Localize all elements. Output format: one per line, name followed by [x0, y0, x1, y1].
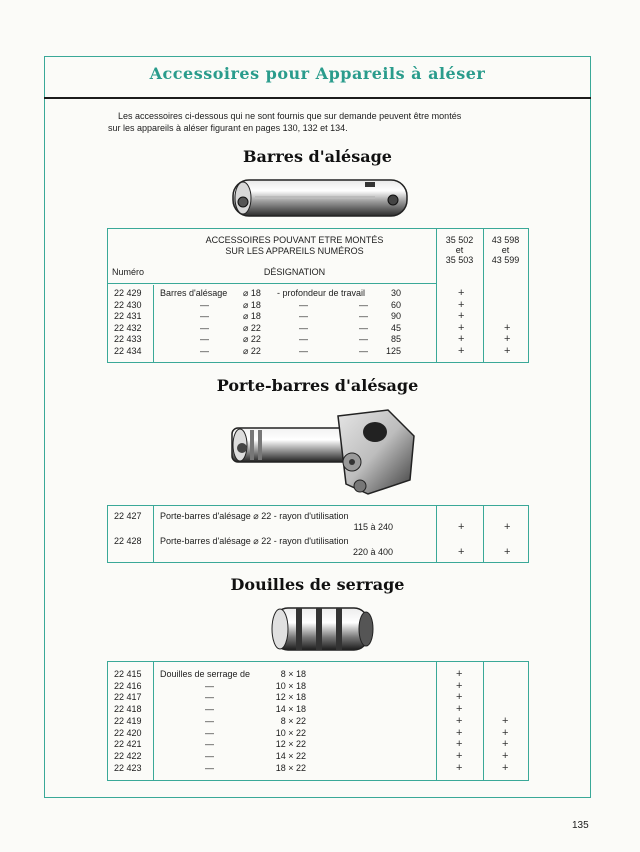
table-row [108, 681, 528, 693]
row-depth: 60 [390, 299, 401, 310]
row-number: 22 433 [114, 334, 142, 344]
row-number: 22 427 [114, 511, 142, 521]
row-depth: 90 [390, 311, 401, 321]
row-size: 14 × 18 [275, 704, 306, 715]
section-title-douilles: Douilles de serrage [230, 575, 405, 594]
row-size: 10 × 22 [275, 727, 306, 738]
table-row [108, 728, 528, 740]
table-row [108, 704, 528, 716]
head-designation: DÉSIGNATION [263, 267, 326, 277]
table-barres [107, 228, 529, 363]
row-depth: 30 [390, 288, 401, 298]
row-mark-b: + [504, 521, 511, 533]
table-row [108, 739, 528, 751]
row-mark-b: + [502, 714, 509, 727]
row-name: — [200, 322, 209, 333]
section-title-barres: Barres d'alésage [243, 147, 392, 166]
row-mark-a: + [458, 333, 465, 345]
row-number: 22 432 [114, 322, 142, 333]
boring-bar-icon [225, 174, 415, 222]
row-mark-a: + [456, 761, 463, 774]
row-name: Douilles de serrage de [160, 669, 251, 679]
row-mark-b: + [504, 333, 511, 345]
table-row [108, 751, 528, 763]
table-row [108, 511, 528, 535]
row-diameter: ⌀ 18 [243, 288, 261, 298]
row-diameter: ⌀ 22 [243, 334, 261, 344]
table-porte-barres [107, 505, 529, 563]
table-row [108, 311, 528, 323]
row-ditto-1: — [299, 334, 308, 344]
row-number: 22 430 [114, 299, 142, 310]
row-diameter: ⌀ 18 [243, 299, 261, 310]
row-diameter: ⌀ 18 [243, 311, 261, 321]
row-number: 22 431 [114, 311, 142, 321]
table-row [108, 669, 528, 681]
row-size: 12 × 18 [275, 692, 306, 703]
row-diameter: ⌀ 22 [243, 322, 261, 333]
row-size: 8 × 22 [280, 715, 306, 726]
row-name: — [205, 680, 214, 691]
row-ditto-2: — [359, 311, 368, 321]
row-number: 22 418 [114, 704, 142, 715]
row-mark-b: + [502, 749, 509, 762]
row-size: 14 × 22 [275, 750, 306, 761]
head-col-b: 43 598 et 43 599 [491, 235, 520, 265]
row-radius: 220 à 400 [352, 547, 393, 557]
row-mark-b: + [504, 321, 511, 334]
row-mark-a: + [458, 287, 465, 299]
table-row [108, 536, 528, 560]
row-mark-a: + [456, 703, 463, 716]
row-number: 22 415 [114, 669, 142, 679]
row-mark-a: + [456, 691, 463, 704]
row-diameter: ⌀ 22 [243, 345, 261, 356]
row-mark-b: + [504, 546, 511, 558]
row-size: 10 × 18 [275, 680, 306, 691]
row-ditto-2: — [359, 299, 368, 310]
row-number: 22 420 [114, 727, 142, 738]
intro-line-1: Les accessoires ci-dessous qui ne sont fournis que sur demande peuvent être montés [118, 111, 462, 121]
row-mark-a: + [458, 546, 465, 558]
row-mark-a: + [458, 310, 465, 322]
row-depth: 45 [390, 322, 401, 333]
row-name: — [205, 762, 214, 773]
intro-text [108, 110, 548, 134]
row-name: — [205, 727, 214, 738]
row-mark-a: + [456, 714, 463, 727]
row-designation: Porte-barres d'alésage ⌀ 22 - rayon d'utilisation [160, 536, 349, 546]
row-ditto-1: — [299, 322, 308, 333]
row-mark-a: + [456, 726, 463, 739]
row-ditto-2: — [359, 345, 368, 356]
row-mark-b: + [502, 738, 509, 751]
row-name: — [205, 692, 214, 703]
row-mark-a: + [458, 521, 465, 533]
row-size: 18 × 22 [275, 762, 306, 773]
row-number: 22 416 [114, 680, 142, 691]
row-mark-b: + [502, 761, 509, 774]
row-name: — [205, 704, 214, 715]
row-number: 22 419 [114, 715, 142, 726]
table-row [108, 346, 528, 358]
row-name: — [200, 334, 209, 344]
row-name: — [205, 750, 214, 761]
row-designation: Porte-barres d'alésage ⌀ 22 - rayon d'utilisation [160, 511, 349, 521]
table-row [108, 300, 528, 312]
row-number: 22 429 [114, 288, 142, 298]
row-number: 22 428 [114, 536, 142, 546]
head-col-a: 35 502 et 35 503 [445, 235, 474, 265]
row-name: — [200, 299, 209, 310]
row-number: 22 421 [114, 739, 142, 750]
row-mark-a: + [456, 679, 463, 692]
row-name: Barres d'alésage [160, 288, 228, 298]
row-mark-b: + [504, 344, 511, 357]
row-ditto-1: — [299, 299, 308, 310]
row-depth: 125 [385, 345, 401, 356]
table-row [108, 334, 528, 346]
intro-line-2: sur les appareils à aléser figurant en pages 130, 132 et 134. [108, 123, 348, 133]
section-title-porte-barres: Porte-barres d'alésage [216, 376, 419, 395]
row-mark-a: + [458, 321, 465, 334]
table-row [108, 716, 528, 728]
page-number: 135 [572, 820, 589, 831]
table-row [108, 692, 528, 704]
row-size: 8 × 18 [280, 669, 306, 679]
row-size: 12 × 22 [275, 739, 306, 750]
row-number: 22 423 [114, 762, 142, 773]
row-name: — [200, 311, 209, 321]
head-numero: Numéro [112, 267, 145, 277]
row-mark-a: + [456, 738, 463, 751]
row-name: — [205, 739, 214, 750]
row-name: — [200, 345, 209, 356]
row-ditto-2: — [359, 334, 368, 344]
row-description: - profondeur de travail [277, 288, 366, 298]
row-mark-a: + [458, 344, 465, 357]
table-douilles [107, 661, 529, 781]
table-row [108, 288, 528, 300]
row-name: — [205, 715, 214, 726]
head-accessories-1: ACCESSOIRES POUVANT ETRE MONTÉS [205, 235, 384, 245]
header-divider [44, 97, 591, 99]
table-row [108, 763, 528, 775]
head-accessories-2: SUR LES APPAREILS NUMÉROS [225, 246, 364, 256]
bar-holder-icon [228, 406, 418, 498]
row-number: 22 422 [114, 750, 142, 761]
row-mark-a: + [456, 749, 463, 762]
row-ditto-1: — [299, 345, 308, 356]
row-radius: 115 à 240 [353, 522, 393, 532]
row-ditto-1: — [299, 311, 308, 321]
row-ditto-2: — [359, 322, 368, 333]
row-depth: 85 [390, 334, 401, 344]
row-mark-a: + [456, 668, 463, 680]
row-number: 22 417 [114, 692, 142, 703]
table-row [108, 323, 528, 335]
page-title: Accessoires pour Appareils à aléser [149, 64, 486, 83]
row-mark-a: + [458, 298, 465, 311]
row-mark-b: + [502, 726, 509, 739]
clamping-sleeve-icon [268, 604, 376, 654]
row-number: 22 434 [114, 345, 142, 356]
